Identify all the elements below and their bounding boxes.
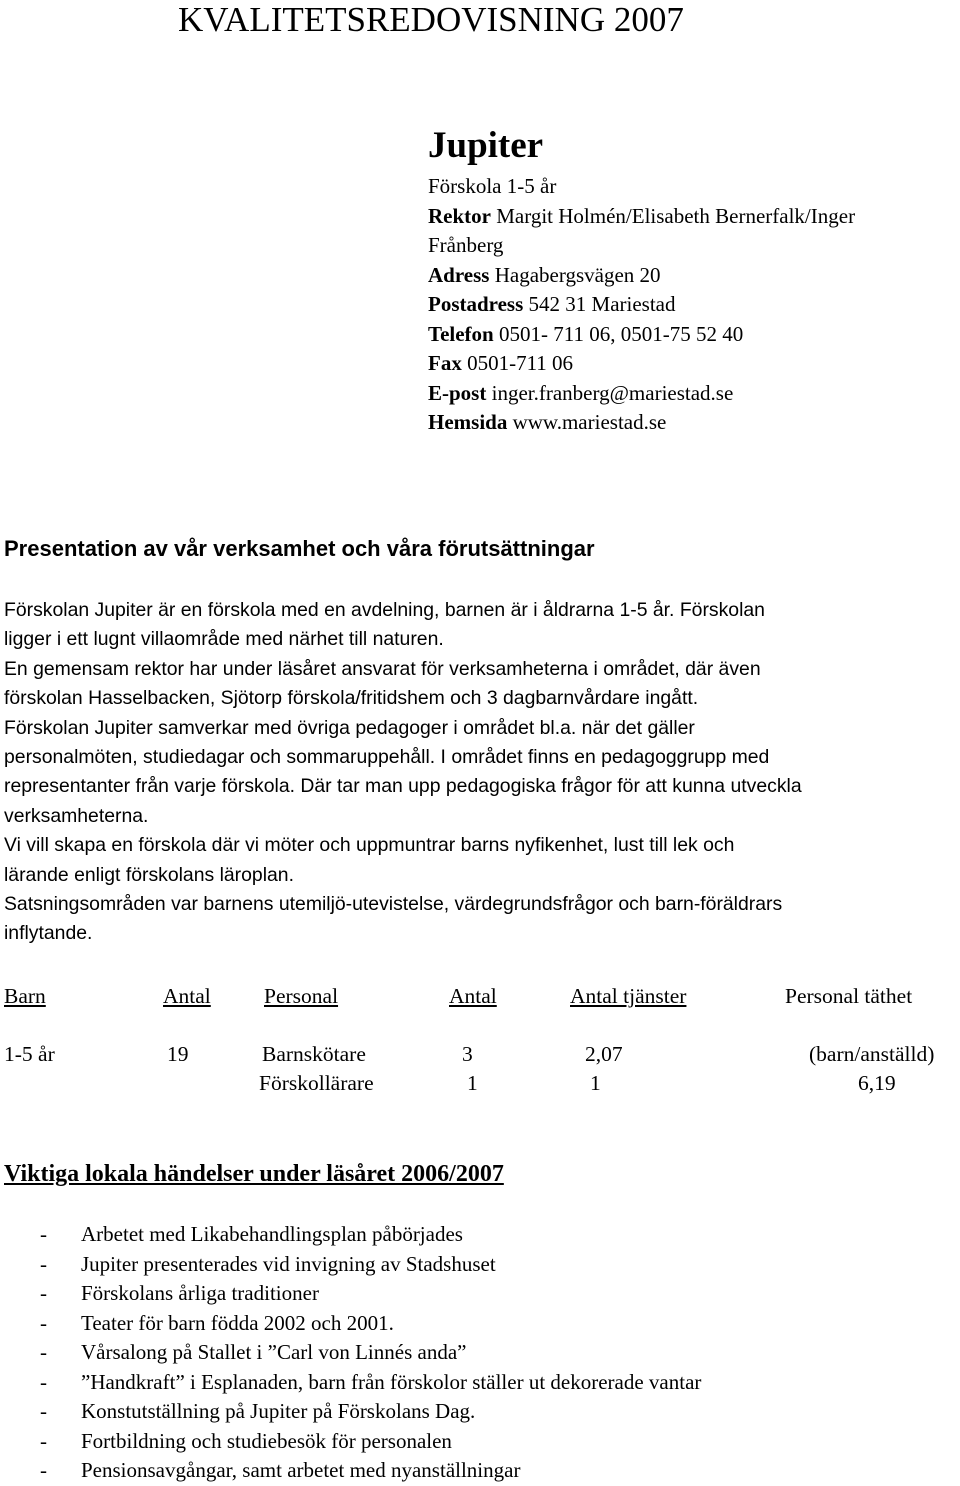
presentation-heading: Presentation av vår verksamhet och våra förutsättningar xyxy=(4,536,595,561)
table-header-barn: Barn xyxy=(4,984,46,1008)
presentation-line: Vi vill skapa en förskola där vi möter och uppmuntrar barns nyfikenhet, lust till lek och xyxy=(4,834,735,857)
telefon-label: Telefon xyxy=(428,321,494,346)
fax-value: 0501-711 06 xyxy=(467,351,574,375)
postadress-row xyxy=(428,290,958,320)
table-cell-personal-antal: 1 xyxy=(467,1071,478,1095)
list-item-text: Jupiter presenterades vid invigning av Stadshuset xyxy=(81,1251,496,1276)
table-cell-tathet: (barn/anställd) xyxy=(809,1042,935,1066)
list-item-text: Arbetet med Likabehandlingsplan påbörjades xyxy=(81,1222,463,1246)
dash-bullet: - xyxy=(40,1399,47,1423)
presentation-line: Förskolan Jupiter samverkar med övriga pedagoger i området bl.a. när det gäller xyxy=(4,716,695,739)
presentation-line: verksamheterna. xyxy=(4,804,149,827)
events-heading: Viktiga lokala händelser under läsåret 2006/2007 xyxy=(4,1161,504,1187)
dash-bullet: - xyxy=(40,1251,47,1276)
table-header-personal-antal: Antal xyxy=(449,984,497,1008)
dash-bullet: - xyxy=(40,1428,47,1453)
table-cell-tathet: 6,19 xyxy=(858,1071,896,1095)
table-cell-personal: Förskollärare xyxy=(259,1071,374,1095)
hemsida-row xyxy=(428,408,958,438)
telefon-value: 0501- 711 06, 0501-75 52 40 xyxy=(498,321,744,346)
school-type: Förskola 1-5 år xyxy=(428,174,557,198)
list-item-text: Vårsalong på Stallet i ”Carl von Linnés anda” xyxy=(81,1340,467,1364)
table-header-personal: Personal xyxy=(264,984,339,1008)
table-cell-personal: Barnskötare xyxy=(262,1042,366,1066)
table-cell-antal: 19 xyxy=(167,1042,189,1066)
presentation-line: lärande enligt förskolans läroplan. xyxy=(4,863,294,886)
postadress-label: Postadress xyxy=(428,292,524,316)
school-info xyxy=(428,172,958,438)
presentation-line: representanter från varje förskola. Där tar man upp pedagogiska frågor för att kunna utveckla xyxy=(4,775,802,798)
presentation-line: En gemensam rektor har under läsåret ansvarat för verksamheterna i området, där även xyxy=(4,657,761,680)
fax-label: Fax xyxy=(428,351,462,375)
adress-label: Adress xyxy=(428,262,490,287)
list-item-text: Förskolans årliga traditioner xyxy=(81,1281,319,1305)
dash-bullet: - xyxy=(40,1310,47,1335)
table-header-antal: Antal xyxy=(163,984,211,1008)
dash-bullet: - xyxy=(40,1369,47,1394)
presentation-line: inflytande. xyxy=(4,922,93,945)
presentation-line: Förskolan Jupiter är en förskola med en avdelning, barnen är i åldrarna 1-5 år. Förskolan xyxy=(4,599,765,621)
list-item-text: Pensionsavgångar, samt arbetet med nyanställningar xyxy=(81,1458,521,1482)
table-header-personal-tathet: Personal täthet xyxy=(785,984,913,1008)
list-item-text: Teater för barn födda 2002 och 2001. xyxy=(81,1310,394,1335)
hemsida-label: Hemsida xyxy=(428,410,508,434)
table-cell-tjanster: 1 xyxy=(590,1071,601,1095)
dash-bullet: - xyxy=(40,1281,47,1305)
table-header-antal-tjanster: Antal tjänster xyxy=(570,984,687,1008)
rektor-row xyxy=(428,202,958,232)
hemsida-value[interactable]: www.mariestad.se xyxy=(512,410,667,434)
epost-label: E-post xyxy=(428,380,487,405)
table-cell-barn: 1-5 år xyxy=(4,1042,55,1066)
epost-row xyxy=(428,379,958,409)
presentation-body xyxy=(4,596,960,949)
table-cell-personal-antal: 3 xyxy=(462,1042,473,1066)
rektor-value: Margit Holmén/Elisabeth Bernerfalk/Inger xyxy=(496,203,856,228)
epost-value[interactable]: inger.franberg@mariestad.se xyxy=(491,380,734,405)
presentation-line: ligger i ett lugnt villaområde med närhet till naturen. xyxy=(4,628,444,651)
adress-value: Hagabergsvägen 20 xyxy=(494,262,661,287)
presentation-line: förskolan Hasselbacken, Sjötorp förskola/fritidshem och 3 dagbarnvårdare ingått. xyxy=(4,687,699,710)
list-item-text: Fortbildning och studiebesök för personalen xyxy=(81,1428,452,1453)
presentation-line: Satsningsområden var barnens utemiljö-utevistelse, värdegrundsfrågor och barn-föräldrars xyxy=(4,893,783,916)
dash-bullet: - xyxy=(40,1222,47,1246)
postadress-value: 542 31 Mariestad xyxy=(528,292,676,316)
telefon-row xyxy=(428,320,958,350)
adress-row xyxy=(428,261,958,291)
rektor-value-continued: Frånberg xyxy=(428,233,504,257)
fax-row xyxy=(428,349,958,379)
dash-bullet: - xyxy=(40,1340,47,1364)
school-name: Jupiter xyxy=(428,125,544,166)
document-title: KVALITETSREDOVISNING 2007 xyxy=(178,0,684,39)
presentation-line: personalmöten, studiedagar och sommaruppehåll. I området finns en pedagoggrupp med xyxy=(4,746,770,769)
table-cell-tjanster: 2,07 xyxy=(585,1042,623,1066)
rektor-label: Rektor xyxy=(428,203,491,228)
list-item-text: ”Handkraft” i Esplanaden, barn från förskolor ställer ut dekorerade vantar xyxy=(81,1369,702,1394)
list-item-text: Konstutställning på Jupiter på Förskolans Dag. xyxy=(81,1399,476,1423)
dash-bullet: - xyxy=(40,1458,47,1482)
